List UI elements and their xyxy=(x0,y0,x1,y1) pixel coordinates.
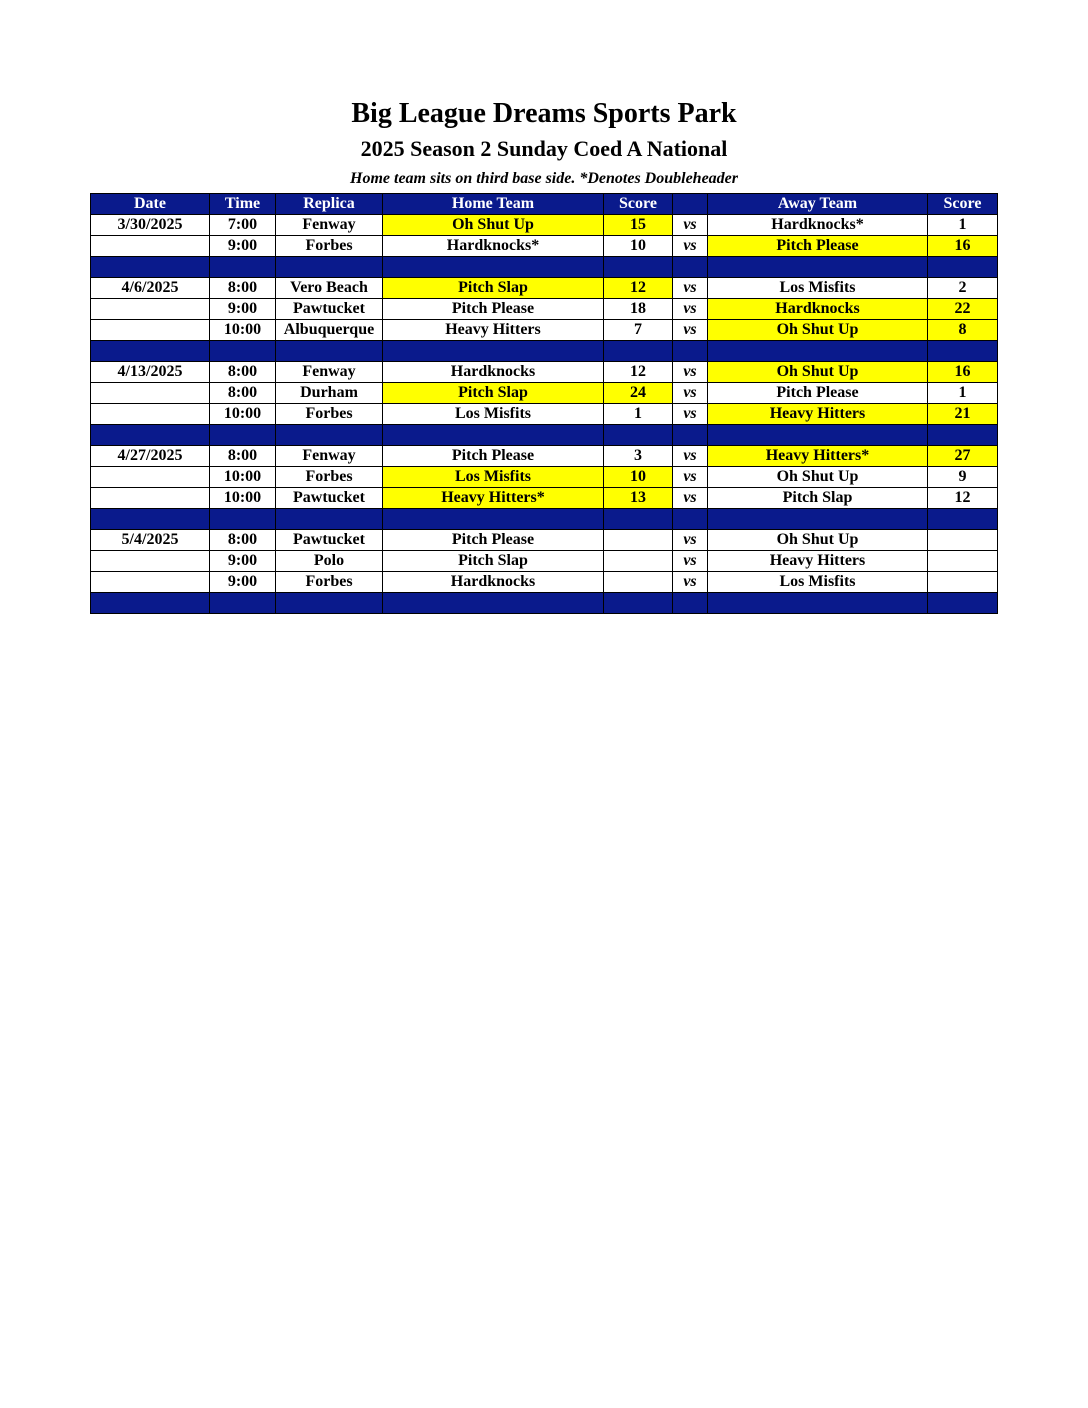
separator-cell xyxy=(210,257,276,278)
home-score-cell: 18 xyxy=(604,299,673,320)
home-team-cell: Pitch Slap xyxy=(383,278,604,299)
date-cell xyxy=(91,488,210,509)
time-cell: 9:00 xyxy=(210,236,276,257)
away-score-cell xyxy=(928,530,998,551)
separator-cell xyxy=(383,509,604,530)
away-score-cell xyxy=(928,572,998,593)
away-team-cell: Los Misfits xyxy=(708,278,928,299)
separator-cell xyxy=(383,425,604,446)
date-cell: 4/27/2025 xyxy=(91,446,210,467)
page-title: Big League Dreams Sports Park xyxy=(351,98,737,129)
column-header-home-score: Score xyxy=(604,194,673,215)
column-header-away-score: Score xyxy=(928,194,998,215)
home-team-cell: Oh Shut Up xyxy=(383,215,604,236)
separator-cell xyxy=(928,341,998,362)
home-score-cell xyxy=(604,572,673,593)
table-row xyxy=(91,299,998,320)
away-score-cell: 1 xyxy=(928,383,998,404)
vs-cell: vs xyxy=(673,299,708,320)
away-score-cell: 27 xyxy=(928,446,998,467)
away-score-cell: 8 xyxy=(928,320,998,341)
doubleheader-note: Home team sits on third base side. *Denotes Doubleheader xyxy=(350,170,738,187)
away-team-cell: Oh Shut Up xyxy=(708,320,928,341)
away-score-cell: 9 xyxy=(928,467,998,488)
replica-cell: Vero Beach xyxy=(276,278,383,299)
separator-cell xyxy=(604,509,673,530)
separator-cell xyxy=(276,509,383,530)
date-cell: 3/30/2025 xyxy=(91,215,210,236)
away-team-cell: Hardknocks* xyxy=(708,215,928,236)
page-subtitle: 2025 Season 2 Sunday Coed A National xyxy=(360,136,728,161)
home-team-cell: Pitch Please xyxy=(383,446,604,467)
vs-cell: vs xyxy=(673,362,708,383)
time-cell: 9:00 xyxy=(210,299,276,320)
separator-row xyxy=(91,509,998,530)
away-team-cell: Heavy Hitters xyxy=(708,551,928,572)
away-score-cell: 1 xyxy=(928,215,998,236)
time-cell: 10:00 xyxy=(210,488,276,509)
table-header-row xyxy=(91,194,998,215)
replica-cell: Polo xyxy=(276,551,383,572)
replica-cell: Forbes xyxy=(276,236,383,257)
away-score-cell: 22 xyxy=(928,299,998,320)
date-cell xyxy=(91,404,210,425)
home-team-cell: Los Misfits xyxy=(383,467,604,488)
vs-cell: vs xyxy=(673,551,708,572)
away-team-cell: Pitch Please xyxy=(708,236,928,257)
date-cell xyxy=(91,299,210,320)
replica-cell: Durham xyxy=(276,383,383,404)
replica-cell: Forbes xyxy=(276,404,383,425)
away-team-cell: Oh Shut Up xyxy=(708,530,928,551)
separator-cell xyxy=(383,593,604,614)
away-team-cell: Pitch Please xyxy=(708,383,928,404)
separator-cell xyxy=(210,593,276,614)
replica-cell: Fenway xyxy=(276,362,383,383)
table-row xyxy=(91,530,998,551)
time-cell: 9:00 xyxy=(210,551,276,572)
separator-cell xyxy=(708,257,928,278)
separator-cell xyxy=(91,425,210,446)
home-team-cell: Hardknocks xyxy=(383,572,604,593)
separator-cell xyxy=(91,257,210,278)
date-cell xyxy=(91,551,210,572)
vs-cell: vs xyxy=(673,404,708,425)
away-team-cell: Pitch Slap xyxy=(708,488,928,509)
home-score-cell xyxy=(604,551,673,572)
schedule-body xyxy=(91,215,998,614)
home-score-cell: 12 xyxy=(604,278,673,299)
time-cell: 8:00 xyxy=(210,362,276,383)
replica-cell: Pawtucket xyxy=(276,299,383,320)
separator-cell xyxy=(604,593,673,614)
vs-cell: vs xyxy=(673,278,708,299)
separator-row xyxy=(91,593,998,614)
home-score-cell: 24 xyxy=(604,383,673,404)
separator-cell xyxy=(383,257,604,278)
time-cell: 10:00 xyxy=(210,467,276,488)
vs-cell: vs xyxy=(673,383,708,404)
date-cell xyxy=(91,320,210,341)
home-score-cell: 12 xyxy=(604,362,673,383)
vs-cell: vs xyxy=(673,467,708,488)
vs-cell: vs xyxy=(673,236,708,257)
away-team-cell: Heavy Hitters* xyxy=(708,446,928,467)
table-row xyxy=(91,572,998,593)
home-score-cell: 7 xyxy=(604,320,673,341)
home-score-cell: 15 xyxy=(604,215,673,236)
home-team-cell: Heavy Hitters* xyxy=(383,488,604,509)
home-team-cell: Los Misfits xyxy=(383,404,604,425)
separator-cell xyxy=(604,341,673,362)
table-row xyxy=(91,446,998,467)
date-cell xyxy=(91,383,210,404)
separator-cell xyxy=(708,509,928,530)
column-header-away-team: Away Team xyxy=(708,194,928,215)
home-score-cell: 10 xyxy=(604,236,673,257)
date-cell xyxy=(91,236,210,257)
separator-cell xyxy=(928,509,998,530)
separator-cell xyxy=(673,509,708,530)
separator-cell xyxy=(673,425,708,446)
away-score-cell: 2 xyxy=(928,278,998,299)
away-team-cell: Hardknocks xyxy=(708,299,928,320)
away-team-cell: Los Misfits xyxy=(708,572,928,593)
table-row xyxy=(91,236,998,257)
separator-cell xyxy=(928,593,998,614)
away-team-cell: Heavy Hitters xyxy=(708,404,928,425)
separator-cell xyxy=(673,341,708,362)
home-team-cell: Hardknocks xyxy=(383,362,604,383)
replica-cell: Forbes xyxy=(276,467,383,488)
home-team-cell: Pitch Slap xyxy=(383,383,604,404)
home-score-cell: 13 xyxy=(604,488,673,509)
separator-cell xyxy=(210,341,276,362)
separator-cell xyxy=(276,341,383,362)
away-team-cell: Oh Shut Up xyxy=(708,467,928,488)
separator-cell xyxy=(276,593,383,614)
away-score-cell xyxy=(928,551,998,572)
separator-cell xyxy=(383,341,604,362)
schedule-table xyxy=(90,193,998,614)
time-cell: 10:00 xyxy=(210,320,276,341)
separator-row xyxy=(91,425,998,446)
away-score-cell: 16 xyxy=(928,362,998,383)
separator-cell xyxy=(91,341,210,362)
separator-cell xyxy=(91,509,210,530)
separator-cell xyxy=(91,593,210,614)
table-row xyxy=(91,278,998,299)
date-cell xyxy=(91,572,210,593)
table-row xyxy=(91,551,998,572)
separator-cell xyxy=(928,425,998,446)
column-header-home-team: Home Team xyxy=(383,194,604,215)
separator-cell xyxy=(604,257,673,278)
home-team-cell: Pitch Please xyxy=(383,299,604,320)
separator-cell xyxy=(276,257,383,278)
table-row xyxy=(91,362,998,383)
date-cell xyxy=(91,467,210,488)
vs-cell: vs xyxy=(673,572,708,593)
time-cell: 9:00 xyxy=(210,572,276,593)
home-team-cell: Pitch Slap xyxy=(383,551,604,572)
away-team-cell: Oh Shut Up xyxy=(708,362,928,383)
vs-cell: vs xyxy=(673,488,708,509)
time-cell: 7:00 xyxy=(210,215,276,236)
date-cell: 4/13/2025 xyxy=(91,362,210,383)
replica-cell: Pawtucket xyxy=(276,488,383,509)
time-cell: 10:00 xyxy=(210,404,276,425)
away-score-cell: 16 xyxy=(928,236,998,257)
vs-cell: vs xyxy=(673,320,708,341)
away-score-cell: 12 xyxy=(928,488,998,509)
table-row xyxy=(91,467,998,488)
separator-cell xyxy=(708,593,928,614)
table-row xyxy=(91,488,998,509)
separator-cell xyxy=(708,425,928,446)
separator-row xyxy=(91,257,998,278)
column-header-replica: Replica xyxy=(276,194,383,215)
separator-cell xyxy=(604,425,673,446)
column-header-time: Time xyxy=(210,194,276,215)
replica-cell: Albuquerque xyxy=(276,320,383,341)
vs-cell: vs xyxy=(673,530,708,551)
separator-cell xyxy=(673,257,708,278)
home-score-cell: 10 xyxy=(604,467,673,488)
separator-row xyxy=(91,341,998,362)
vs-cell: vs xyxy=(673,446,708,467)
home-team-cell: Hardknocks* xyxy=(383,236,604,257)
time-cell: 8:00 xyxy=(210,278,276,299)
column-header-date: Date xyxy=(91,194,210,215)
replica-cell: Fenway xyxy=(276,446,383,467)
time-cell: 8:00 xyxy=(210,446,276,467)
table-row xyxy=(91,215,998,236)
separator-cell xyxy=(928,257,998,278)
home-team-cell: Heavy Hitters xyxy=(383,320,604,341)
replica-cell: Forbes xyxy=(276,572,383,593)
home-score-cell: 1 xyxy=(604,404,673,425)
date-cell: 5/4/2025 xyxy=(91,530,210,551)
home-score-cell xyxy=(604,530,673,551)
home-score-cell: 3 xyxy=(604,446,673,467)
separator-cell xyxy=(210,425,276,446)
replica-cell: Fenway xyxy=(276,215,383,236)
table-row xyxy=(91,404,998,425)
separator-cell xyxy=(673,593,708,614)
separator-cell xyxy=(708,341,928,362)
replica-cell: Pawtucket xyxy=(276,530,383,551)
column-header-vs xyxy=(673,194,708,215)
table-row xyxy=(91,320,998,341)
vs-cell: vs xyxy=(673,215,708,236)
home-team-cell: Pitch Please xyxy=(383,530,604,551)
date-cell: 4/6/2025 xyxy=(91,278,210,299)
time-cell: 8:00 xyxy=(210,383,276,404)
time-cell: 8:00 xyxy=(210,530,276,551)
separator-cell xyxy=(276,425,383,446)
away-score-cell: 21 xyxy=(928,404,998,425)
table-row xyxy=(91,383,998,404)
separator-cell xyxy=(210,509,276,530)
